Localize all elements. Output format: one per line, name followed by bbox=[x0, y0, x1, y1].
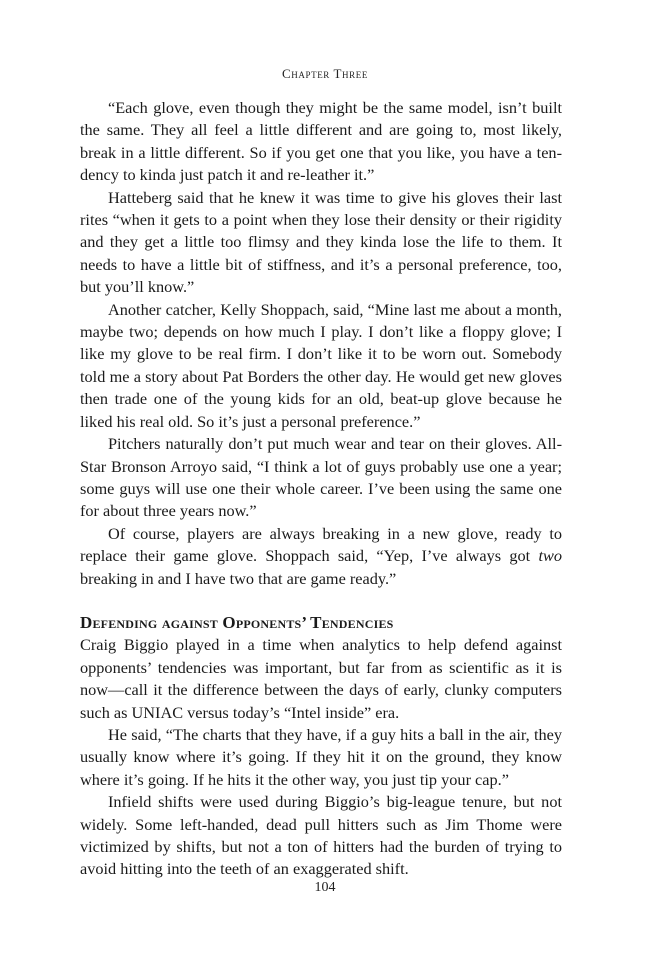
page-number: 104 bbox=[314, 880, 336, 895]
paragraph-text: breaking in and I have two that are game ready.” bbox=[80, 568, 397, 588]
paragraph bbox=[80, 523, 562, 590]
paragraph: Pitchers naturally don’t put much wear and tear on their gloves. All-Star Bronson Arroyo said, “I think a lot of guys probably use one a year; some guys will use one their whole career. I’ve been using the same one for about three years now.” bbox=[80, 434, 562, 521]
body-text bbox=[80, 97, 562, 881]
paragraph: He said, “The charts that they have, if a guy hits a ball in the air, they usually know where it’s going. If they hit it on the ground, they know where it’s going. If he hits it the other way, you just tip your cap.” bbox=[80, 724, 562, 789]
emphasized-word: two bbox=[538, 546, 562, 566]
section-heading: Defending against Opponents’ Tendencies bbox=[80, 612, 394, 632]
paragraph: “Each glove, even though they might be the same model, isn’t built the same. They all feel a little different and are going to, most likely, break in a little different. So if you get one that you like, you have a tendency to kinda just patch it and re-leather it.” bbox=[80, 98, 562, 185]
paragraph: Infield shifts were used during Biggio’s big-league tenure, but not widely. Some left-handed, dead pull hitters such as Jim Thome were victimized by shifts, but not a ton of hitters had the burden of trying to avoid hitting into the teeth of an exaggerated shift. bbox=[80, 792, 562, 879]
running-head: Chapter Three bbox=[282, 66, 368, 81]
paragraph: Hatteberg said that he knew it was time to give his gloves their last rites “when it gets to a point when they lose their density or their rigidity and they get a little too flimsy and they kinda lose the life to them. It needs to have a little bit of stiffness, and it’s a personal preference, too, but you’ll know.” bbox=[80, 187, 562, 297]
paragraph: Craig Biggio played in a time when analytics to help defend against opponents’ tendencies was important, but far from as scientific as it is now—call it the difference between the days of early, clunky computers such as UNIAC versus today’s “Intel inside” era. bbox=[80, 635, 562, 722]
paragraph-text: Of course, players are always breaking in a new glove, ready to replace their game glove. Shoppach said, “Yep, I’ve always got bbox=[80, 523, 562, 566]
paragraph: Another catcher, Kelly Shoppach, said, “Mine last me about a month, maybe two; depends on how much I play. I don’t like a floppy glove; I like my glove to be real firm. I don’t like it to be worn out. Somebody told me a story about Pat Borders the other day. He would get new gloves then trade one of the young kids for an old, beat-up glove because he liked his real old. So it’s just a personal preference.” bbox=[80, 299, 562, 431]
